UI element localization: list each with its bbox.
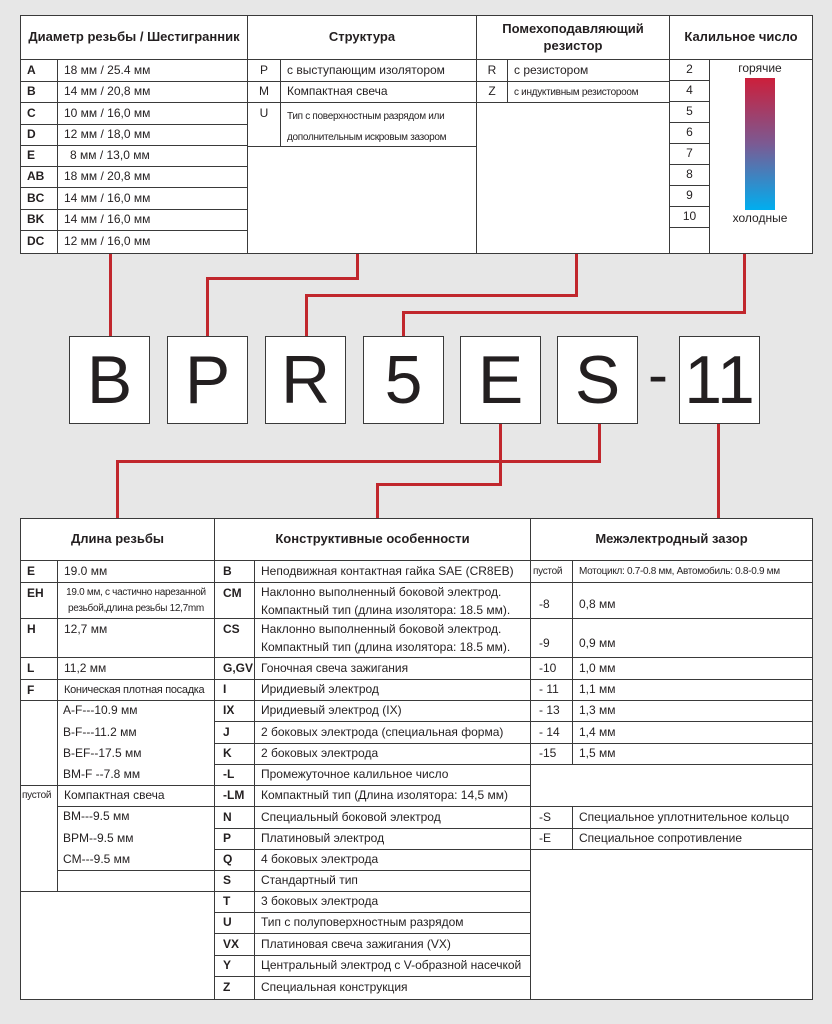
length-value: 19.0 мм, с частично нарезанной резьбой,длина резьбы 12,7mm [57,582,215,619]
header-diameter: Диаметр резьбы / Шестигранник [20,15,248,60]
structure-value: Тип с поверхностным разрядом или дополнительным искровым зазором [280,102,477,147]
length-value: 19.0 мм [57,560,215,583]
feature-value: Компактный тип (Длина изолятора: 14,5 мм) [254,785,531,807]
feature-code: J [214,721,255,744]
length-code: H [20,618,58,658]
extra-value: Специальное уплотнительное кольцо [572,806,813,829]
feature-code: G,GV [214,657,255,680]
gap-value: Мотоцикл: 0.7-0.8 мм, Автомобиль: 0.8-0.9 мм [572,560,813,583]
code-letter-box: R [265,336,346,424]
gap-code: -9 [530,618,573,658]
diameter-code: E [20,145,58,167]
structure-code: P [247,59,281,82]
cold-label: холодные [732,211,788,225]
line-heat [402,311,746,314]
compact-value: Компактная свеча [57,785,215,807]
feature-value: Неподвижная контактная гайка SAE (CR8EB) [254,560,531,583]
line-heat [743,254,746,314]
length-value: Коническая плотная посадка [57,679,215,701]
feature-code: CM [214,582,255,619]
compact-item: BM---9.5 мм [63,809,130,824]
compact-code: пустой [20,785,58,892]
taper-item: A-F---10.9 мм [63,703,138,718]
resistor-code: Z [476,81,508,103]
feature-code: VX [214,933,255,956]
line-length [598,423,601,463]
structure-code: U [247,102,281,147]
gap-value: 1,0 мм [572,657,813,680]
code-letter-box: E [460,336,541,424]
taper-item: B-F---11.2 мм [63,724,137,739]
code-letter-box: S [557,336,638,424]
feature-value: 3 боковых электрода [254,891,531,913]
line-heat [402,311,405,337]
heat-number: 9 [669,185,710,207]
hot-label: горячие [738,61,782,75]
gap-value: 1,3 мм [572,700,813,722]
cell-text-line: Наклонно выполненный боковой электрод. [261,622,502,636]
feature-code: Q [214,849,255,871]
diameter-code: D [20,124,58,146]
gap-value: 1,1 мм [572,679,813,701]
diameter-code: BC [20,187,58,210]
feature-code: I [214,679,255,701]
heat-number: 7 [669,143,710,165]
feature-code: N [214,806,255,829]
line-structure [206,277,359,280]
code-letter-box: B [69,336,150,424]
heat-gradient-bar [745,78,775,210]
header-resistor: Помехоподавляющий резистор [476,15,670,60]
gap-code: -8 [530,582,573,619]
length-value: 12,7 мм [57,618,215,658]
diameter-code: C [20,102,58,125]
feature-value: Центральный электрод с V-образной насечкой [254,955,531,977]
diameter-value: 12 мм / 18,0 мм [57,124,248,146]
cell-text-line: Наклонно выполненный боковой электрод. [261,584,502,599]
feature-value [254,582,531,619]
heat-number: 6 [669,122,710,144]
length-code: L [20,657,58,680]
code-letter-box: 5 [363,336,444,424]
feature-code: T [214,891,255,913]
taper-item: BM-F --7.8 мм [63,767,141,782]
feature-value: Гоночная свеча зажигания [254,657,531,680]
line-features [376,483,502,486]
heat-number: 10 [669,206,710,228]
header-length: Длина резьбы [20,518,215,561]
taper-item: B-EF--17.5 мм [63,745,142,760]
diameter-code: BK [20,209,58,231]
feature-code: U [214,912,255,934]
feature-value: Промежуточное калильное число [254,764,531,786]
heat-number [669,227,710,254]
code-separator: - [648,341,668,408]
empty-cell [530,764,813,807]
extra-code: -S [530,806,573,829]
gap-code: - 13 [530,700,573,722]
line-features [499,423,502,486]
gap-value: 1,4 мм [572,721,813,744]
diameter-code: A [20,59,58,82]
cell-text-line: Компактный тип (длина изолятора: 18.5 мм). [261,640,511,654]
diameter-value: 8 мм / 13,0 мм [57,145,248,167]
code-letter-box: P [167,336,248,424]
resistor-value: с индуктивным резистороом [507,81,670,103]
resistor-code: R [476,59,508,82]
line-length [116,460,119,519]
extra-code: -E [530,828,573,851]
gap-code: - 11 [530,679,573,701]
feature-code: B [214,560,255,583]
gap-value: 1,5 мм [572,743,813,765]
feature-value: Иридиевый электрод [254,679,531,701]
diameter-value: 18 мм / 20,8 мм [57,166,248,188]
line-structure [206,277,209,337]
diameter-code: AB [20,166,58,188]
gap-value: 0,9 мм [572,618,813,658]
gap-code: -10 [530,657,573,680]
feature-value: Платиновый электрод [254,828,531,850]
feature-value: 2 боковых электрода [254,743,531,765]
feature-value: Платиновая свеча зажигания (VX) [254,933,531,956]
heat-number: 8 [669,164,710,186]
length-code: E [20,560,58,583]
line-gap [717,423,720,519]
length-value: 11,2 мм [57,657,215,680]
feature-value: Тип с полуповерхностным разрядом [254,912,531,934]
feature-value: Специальный боковой электрод [254,806,531,829]
diameter-value: 14 мм / 16,0 мм [57,187,248,210]
structure-value: Компактная свеча [280,81,477,103]
compact-item: CM---9.5 мм [63,851,131,866]
heat-number: 2 [669,59,710,81]
feature-code: P [214,828,255,850]
gap-code: -15 [530,743,573,765]
feature-code: Z [214,976,255,1000]
feature-value: Стандартный тип [254,870,531,892]
header-heat: Калильное число [669,15,813,60]
feature-code: -LM [214,785,255,807]
line-features [376,483,379,519]
feature-value: 4 боковых электрода [254,849,531,871]
code-letter-box: 11 [679,336,760,424]
diameter-value: 10 мм / 16,0 мм [57,102,248,125]
header-features: Конструктивные особенности [214,518,531,561]
compact-item: BPM--9.5 мм [63,830,134,845]
cell-text-line: Компактный тип (длина изолятора: 18.5 мм). [261,602,511,617]
gap-code: - 14 [530,721,573,744]
line-length [116,460,601,463]
line-resistor [575,254,578,297]
header-gap: Межэлектродный зазор [530,518,813,561]
feature-code: Y [214,955,255,977]
structure-value: с выступающим изолятором [280,59,477,82]
diameter-value: 14 мм / 16,0 мм [57,209,248,231]
heat-number: 4 [669,80,710,102]
line-diameter [109,254,112,337]
gap-code: пустой [530,560,573,583]
diameter-code: DC [20,230,58,254]
line-resistor [305,294,578,297]
diameter-value: 18 мм / 25.4 мм [57,59,248,82]
feature-code: S [214,870,255,892]
feature-value [254,618,531,658]
feature-value: Специальная конструкция [254,976,531,1000]
feature-code: CS [214,618,255,658]
gap-value: 0,8 мм [572,582,813,619]
structure-code: M [247,81,281,103]
feature-code: IX [214,700,255,722]
extra-value: Специальное сопротивление [572,828,813,851]
header-structure: Структура [247,15,477,60]
feature-value: Иридиевый электрод (IX) [254,700,531,722]
line-resistor [305,294,308,337]
length-code: F [20,679,58,701]
diameter-value: 14 мм / 20,8 мм [57,81,248,103]
empty-cell [57,870,215,892]
taper-code-empty [20,700,58,786]
length-code: EH [20,582,58,619]
feature-value: 2 боковых электрода (специальная форма) [254,721,531,744]
resistor-value: с резистором [507,59,670,82]
diameter-code: B [20,81,58,103]
feature-code: K [214,743,255,765]
feature-code: -L [214,764,255,786]
heat-number: 5 [669,101,710,123]
diameter-value: 12 мм / 16,0 мм [57,230,248,254]
